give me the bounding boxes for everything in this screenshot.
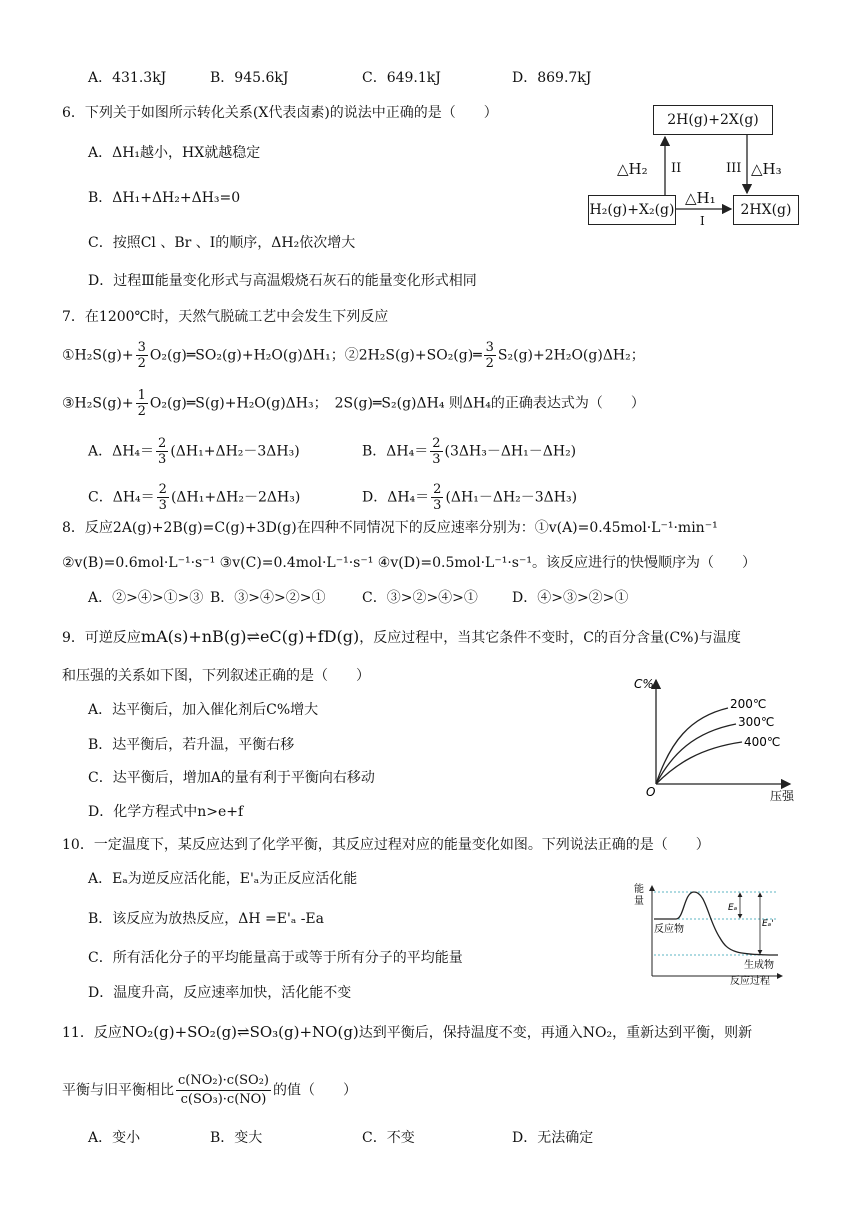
frac-den: 2	[485, 356, 494, 371]
opt-pre: B．ΔH₄＝	[362, 443, 429, 460]
q7-equations-line2	[62, 388, 645, 419]
diagram-top-box: 2H(g)+2X(g)	[653, 105, 773, 135]
frac-2-3	[156, 436, 168, 467]
q11-option-d: D．无法确定	[512, 1130, 594, 1146]
q11-line2	[62, 1072, 357, 1109]
path-i-label: I	[700, 214, 705, 228]
dh1-label: △H₁	[685, 189, 716, 207]
q7-option-b	[362, 436, 576, 467]
dh2-label: △H₂	[617, 160, 648, 178]
eq2-part-b: O₂(g)═S(g)+H₂O(g)ΔH₃； 2S(g)═S₂(g)ΔH₄ 则ΔH₄的正确表达式为（ ）	[149, 395, 645, 412]
q6-option-d: D．过程Ⅲ能量变化形式与高温煅烧石灰石的能量变化形式相同	[88, 273, 477, 289]
q11-option-a: A．变小	[88, 1130, 141, 1146]
t300-label: 300℃	[738, 715, 775, 729]
diagram-right-box: 2HX(g)	[733, 195, 799, 225]
opt-pre: A．ΔH₄＝	[88, 443, 155, 460]
q9-option-c: C．达平衡后，增加A的量有利于平衡向右移动	[88, 770, 375, 786]
frac-num: 3	[137, 340, 146, 355]
frac-den: 3	[158, 452, 167, 467]
q11-option-b: B．变大	[210, 1130, 263, 1146]
q10-option-b: B．该反应为放热反应，ΔH =E'ₐ -Ea	[88, 911, 325, 927]
ea-label: Eₐ	[728, 903, 738, 913]
q10-energy-diagram	[632, 880, 792, 988]
curve-300	[656, 724, 736, 784]
frac-2-3	[430, 436, 442, 467]
q11-line2-a: 平衡与旧平衡相比	[62, 1082, 174, 1099]
q8-option-a: A．②>④>①>③	[88, 590, 204, 606]
y-label-2: 量	[634, 896, 644, 907]
frac-1-2	[136, 388, 148, 419]
opt-post: (ΔH₁+ΔH₂－2ΔH₃)	[170, 489, 301, 506]
q9-equation: mA(s)+nB(g)⇌eC(g)+fD(g)	[140, 627, 360, 646]
opt-post: (3ΔH₃－ΔH₁－ΔH₂)	[444, 443, 577, 460]
q8-option-b: B．③>④>②>①	[210, 590, 326, 606]
q9-option-b: B．达平衡后，若升温，平衡右移	[88, 737, 295, 753]
q11-equation: NO₂(g)+SO₂(g)⇌SO₃(g)+NO(g)	[121, 1023, 359, 1041]
ratio-num: c(NO₂)·c(SO₂)	[176, 1072, 271, 1091]
frac-3-2b	[484, 340, 496, 371]
q6-cycle-diagram	[585, 100, 805, 232]
x-axis-label: 压强	[770, 789, 795, 802]
path-iii-label: III	[726, 161, 742, 176]
q9-part-b: ，反应过程中，当其它条件不变时，C的百分含量(C%)与温度	[359, 630, 741, 646]
frac-num: 2	[158, 482, 167, 497]
reactant-label: 反应物	[654, 924, 684, 935]
curve-200	[656, 708, 728, 784]
eq2-part-a: ③H₂S(g)+	[62, 395, 134, 412]
frac-den: 3	[433, 498, 442, 513]
q9-part-a: 9．可逆反应	[62, 630, 141, 646]
q6-option-a: A．ΔH₁越小，HX就越稳定	[88, 145, 261, 161]
q5-option-b: B．945.6kJ	[210, 70, 289, 86]
frac-num: 3	[485, 340, 494, 355]
q10-option-d: D．温度升高，反应速率加快，活化能不变	[88, 985, 352, 1001]
q7-option-c	[88, 482, 300, 513]
eq1-part-a: ①H₂S(g)+	[62, 347, 134, 364]
opt-post: (ΔH₁－ΔH₂－3ΔH₃)	[445, 489, 578, 506]
q11-option-c: C．不变	[362, 1130, 415, 1146]
q9-line1	[62, 627, 741, 648]
dh3-label: △H₃	[751, 160, 782, 178]
q7-equations-line1	[62, 340, 645, 371]
frac-den: 2	[137, 404, 146, 419]
q10-stem: 10．一定温度下，某反应达到了化学平衡，其反应过程对应的能量变化如图。下列说法正确的是（ ）	[62, 837, 710, 853]
frac-num: 1	[137, 388, 146, 403]
q11-part-b: 达到平衡后，保持温度不变，再通入NO₂，重新达到平衡，则新	[358, 1025, 753, 1041]
q6-option-c: C．按照Cl 、Br 、I的顺序，ΔH₂依次增大	[88, 235, 356, 251]
frac-3-2	[136, 340, 148, 371]
frac-2-3	[431, 482, 443, 513]
q11-line1	[62, 1022, 752, 1043]
q9-option-d: D．化学方程式中n>e+f	[88, 804, 244, 820]
q7-option-d	[362, 482, 577, 513]
ea2-label: Eₐ'	[762, 919, 774, 929]
frac-num: 2	[432, 436, 441, 451]
frac-num: 2	[158, 436, 167, 451]
diagram-left-box: H₂(g)+X₂(g)	[588, 195, 676, 225]
q8-option-c: C．③>②>④>①	[362, 590, 478, 606]
frac-den: 3	[432, 452, 441, 467]
opt-pre: C．ΔH₄＝	[88, 489, 155, 506]
eq1-part-b: O₂(g)═SO₂(g)+H₂O(g)ΔH₁；②2H₂S(g)+SO₂(g)═	[149, 347, 482, 364]
q5-option-c: C．649.1kJ	[362, 70, 441, 86]
q6-stem: 6．下列关于如图所示转化关系(X代表卤素)的说法中正确的是（ ）	[62, 105, 498, 121]
frac-num: 2	[433, 482, 442, 497]
frac-den: 2	[137, 356, 146, 371]
x-label: 反应过程	[730, 976, 770, 987]
q8-line1: 8．反应2A(g)+2B(g)=C(g)+3D(g)在四种不同情况下的反应速率分别为：①v(A)=0.45mol·L⁻¹·min⁻¹	[62, 520, 718, 536]
q6-option-b: B．ΔH₁+ΔH₂+ΔH₃=0	[88, 190, 241, 206]
q11-line2-b: 的值（ ）	[273, 1082, 357, 1099]
q8-option-d: D．④>③>②>①	[512, 590, 629, 606]
opt-pre: D．ΔH₄＝	[362, 489, 430, 506]
q10-option-c: C．所有活化分子的平均能量高于或等于所有分子的平均能量	[88, 950, 463, 966]
q7-stem: 7．在1200℃时，天然气脱硫工艺中会发生下列反应	[62, 309, 389, 325]
product-label: 生成物	[744, 960, 774, 971]
opt-post: (ΔH₁+ΔH₂－3ΔH₃)	[170, 443, 300, 460]
q9-line2: 和压强的关系如下图，下列叙述正确的是（ ）	[62, 668, 370, 684]
ratio-den: c(SO₃)·c(NO)	[180, 1092, 267, 1107]
origin-label: O	[646, 785, 656, 799]
path-ii-label: II	[671, 161, 682, 176]
q5-option-d: D．869.7kJ	[512, 70, 592, 86]
q8-line2: ②v(B)=0.6mol·L⁻¹·s⁻¹ ③v(C)=0.4mol·L⁻¹·s⁻¹ ④v(D)=0.5mol·L⁻¹·s⁻¹。该反应进行的快慢顺序为（ ）	[62, 555, 756, 571]
eq1-part-c: S₂(g)+2H₂O(g)ΔH₂；	[497, 347, 645, 364]
frac-2-3	[157, 482, 169, 513]
q7-option-a	[88, 436, 300, 467]
q11-part-a: 11．反应	[62, 1025, 122, 1041]
q5-option-a: A．431.3kJ	[88, 70, 167, 86]
q9-option-a: A．达平衡后，加入催化剂后C%增大	[88, 702, 319, 718]
t400-label: 400℃	[744, 735, 781, 749]
q10-option-a: A．Eₐ为逆反应活化能，E'ₐ为正反应活化能	[88, 871, 358, 887]
frac-den: 3	[158, 498, 167, 513]
y-label-1: 能	[634, 884, 644, 895]
q9-pressure-graph	[630, 672, 800, 802]
t200-label: 200℃	[730, 697, 767, 711]
q11-ratio	[176, 1072, 271, 1109]
y-axis-label: C%	[634, 677, 654, 691]
